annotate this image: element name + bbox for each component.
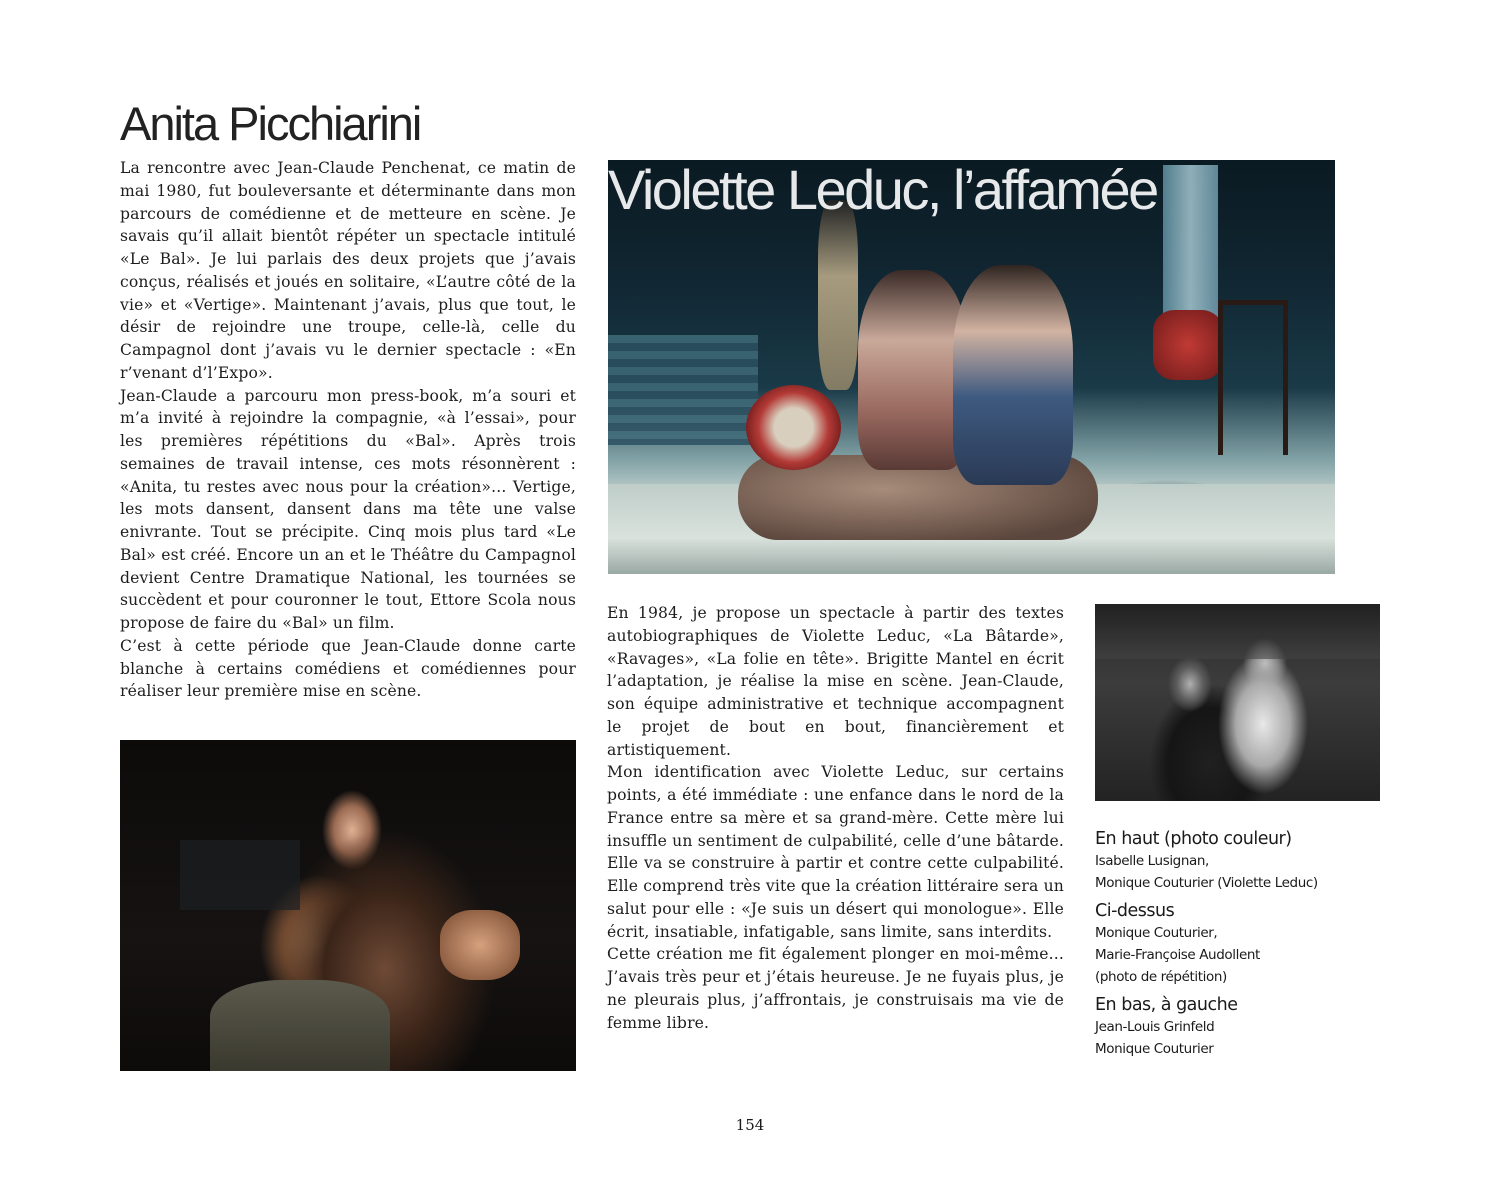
drum <box>746 385 841 470</box>
text-column-left <box>120 157 576 703</box>
caption-heading: En haut (photo couleur) <box>1095 829 1292 849</box>
photo-captions <box>1095 824 1355 1066</box>
red-cloth <box>1153 310 1223 380</box>
actress-arm <box>440 910 520 980</box>
page-number: 154 <box>735 1116 765 1134</box>
paragraph: En 1984, je propose un spectacle à partir des textes autobiographiques de Violette Leduc, «La Bâtarde», «Ravages», «La folie en tête». Brigitte Mantel en écrit l’adaptation, je réalise la mise en scène. Jean-Claude, son équipe administrative et technique accompagnent le projet de bout en bout, financièrement et artistiquement. <box>607 604 1064 759</box>
caption-line: (photo de répétition) <box>1095 969 1227 985</box>
rehearsal-photo-bw <box>1095 604 1380 801</box>
caption-heading: Ci-dessus <box>1095 901 1175 921</box>
actress-left <box>858 270 968 470</box>
caption-line: Monique Couturier <box>1095 1041 1214 1057</box>
chair <box>1218 300 1288 455</box>
caption-heading: En bas, à gauche <box>1095 995 1238 1015</box>
caption-line: Isabelle Lusignan, <box>1095 853 1209 869</box>
play-title: Violette Leduc, l’affamée <box>608 160 1157 221</box>
caption-block <box>1095 994 1355 1060</box>
stage-photo-bottom-left <box>120 740 576 1071</box>
caption-line: Marie-Françoise Audollent <box>1095 947 1260 963</box>
caption-block <box>1095 828 1355 894</box>
actor-figure <box>210 980 390 1071</box>
stage-photo-color <box>608 160 1335 574</box>
background-shelf <box>180 840 300 910</box>
paragraph: Cette création me fit également plonger en moi-même... J’avais très peur et j’étais heureuse. Je ne fuyais plus, je ne pleurais plus, j’affrontais, je construisais ma vie de femme libre. <box>607 945 1064 1032</box>
paragraph: C’est à cette période que Jean-Claude donne carte blanche à certains comédiens et comédiennes pour réaliser leur première mise en scène. <box>120 636 576 701</box>
caption-line: Monique Couturier, <box>1095 925 1218 941</box>
stage-steps <box>608 335 758 445</box>
paragraph: Jean-Claude a parcouru mon press-book, m’a souri et m’a invité à rejoindre la compagnie, «à l’essai», pour les premières répétitions du «Bal». Après trois semaines de travail intense, ces mots résonnèrent : «Anita, tu restes avec nous pour la création»... Vertige, les mots dansent, dansent dans ma tête une valse enivrante. Tout se précipite. Cinq mois plus tard «Le Bal» est créé. Encore un an et le Théâtre du Campagnol devient Centre Dramatique National, les tournées se succèdent et pour couronner le tout, Ettore Scola nous propose de faire du «Bal» un film. <box>120 386 576 632</box>
wall <box>1095 604 1380 659</box>
paragraph: Mon identification avec Violette Leduc, sur certains points, a été immédiate : une enfance dans le nord de la France entre sa mère et sa grand-mère. Cette mère lui insuffle un sentiment de culpabilité, celle d’une bâtarde. Elle va se construire à partir et contre cette culpabilité. Elle comprend très vite que la création littéraire sera un salut pour elle : «Je suis un désert qui monologue». Elle écrit, insatiable, infatigable, sans limite, sans interdits. <box>607 763 1064 941</box>
background-figure <box>818 200 858 390</box>
caption-block <box>1095 900 1355 988</box>
caption-line: Jean-Louis Grinfeld <box>1095 1019 1215 1035</box>
paragraph: La rencontre avec Jean-Claude Penchenat, ce matin de mai 1980, fut bouleversante et déterminante dans mon parcours de comédienne et de metteure en scène. Je savais qu’il allait bientôt répéter un spectacle intitulé «Le Bal». Je lui parlais des deux projets que j’avais conçus, réalisés et joués en solitaire, «L’autre côté de la vie» et «Vertige». Maintenant j’avais, plus que tout, le désir de rejoindre une troupe, celle-là, celle du Campagnol dont j’avais vu le dernier spectacle : «En r’venant d’l’Expo». <box>120 159 576 382</box>
actress-right <box>953 265 1073 485</box>
author-name: Anita Picchiarini <box>120 97 421 150</box>
caption-line: Monique Couturier (Violette Leduc) <box>1095 875 1318 891</box>
text-column-middle <box>607 602 1064 1034</box>
